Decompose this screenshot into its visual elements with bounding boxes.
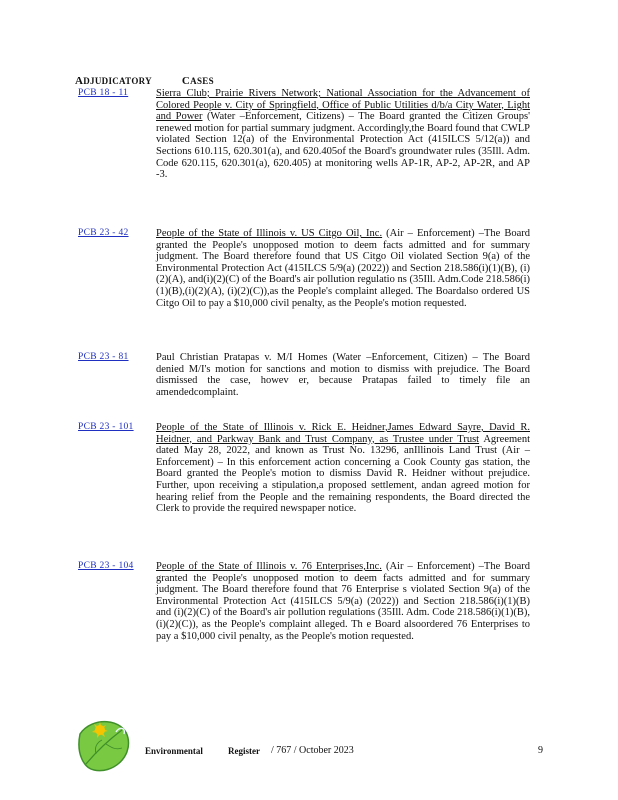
- case-body: Agreement dated May 28, 2022, and known as Trust No. 13296, anIllinois Land Trust (Air –Enforcement) – In this enforcement action concerning a Cook County gas station, the Board granted the People's motion to dismiss David R. Heidner without prejudice. Further, upon receiving a stipulation,a proposed settlement, andan agreed motion for hearing relief from the People and the remaining respondents, the Board directed the Clerk to provide the required newspaper notice.: [156, 433, 530, 515]
- page-footer: [0, 742, 618, 764]
- case-number-link[interactable]: PCB 23 - 42: [78, 228, 129, 238]
- case-body: (Water –Enforcement, Citizens) – The Board granted the Citizen Groups' renewed motion for partial summary judgment. Accordingly,the Board found that CWLP violated Section 12(a) of the Environmental Protection Act (415ILCS 5/12(a)) and Sections 610.115, 620.301(a), and 620.405of the Board's groundwater rules (35Ill. Adm. Code 620.115, 620.301(a), 620.405) at monitoring wells AP-1R, AP-2, AP-2R, and AP -3.: [156, 111, 530, 181]
- case-number-link[interactable]: PCB 23 - 101: [78, 422, 134, 432]
- case-number-link[interactable]: PCB 23 - 81: [78, 352, 129, 362]
- section-heading: [75, 75, 214, 87]
- case-body: (Air – Enforcement) –The Board granted the People's unopposed motion to deem facts admitted and for summary judgment. The Board therefore found that 76 Enterprise s violated Section 9(a) of the Environmental Protection Act (415ILCS 5/9(a) (2022)) and Section 218.586(i)(1)(B) and (i)(2)(C) of the Board's air pollution regulations (35Ill. Adm. Code 218.586(i)(1)(B),(i)(2)(C)), as the People's complaint alleged. Th e Board alsoordered 76 Enterprises to pay a $10,000 civil penalty, as the People's motion requested.: [156, 561, 530, 642]
- case-text: [156, 352, 530, 398]
- heading-initial-2: C: [181, 75, 191, 87]
- case-number-link[interactable]: PCB 18 - 11: [78, 88, 129, 98]
- leaf-logo-icon: [72, 714, 134, 776]
- case-text: [156, 561, 530, 642]
- publication-name: Environmental: [145, 746, 203, 756]
- heading-word-1: DJUDICATORY: [83, 76, 152, 86]
- case-title: People of the State of Illinois v. Rick E. Heidner,James Edward Sayre, David R. Heidner, and Parkway Bank and Trust Company, as Trustee under Trust: [156, 422, 530, 445]
- heading-initial-1: A: [75, 75, 84, 87]
- case-body: (Air – Enforcement) –The Board granted the People's unopposed motion to deem facts admitted and for summary judgment. The Board therefore found that US Citgo Oil violated Section 9(a) of the Environmental Protection Act (415ILCS 5/9(a) (2022)) and Section 218.586(i)(1)(B), (i)(2)(A), and(i)(2)(C) of the Board's air pollution regulatio ns (35Ill. Adm.Code 218.586(i)(1)(B),(i)(2)(A), (i)(2)(C)),as the People's complaint alleged. The Boardalso ordered US Citgo Oil to pay a $10,000 civil penalty, as the People's motion requested.: [156, 228, 530, 309]
- register-label: Register: [228, 746, 260, 756]
- case-title: People of the State of Illinois v. US Citgo Oil, Inc.: [156, 228, 383, 239]
- issue-info: / 767 / October 2023: [271, 745, 354, 756]
- case-text: [156, 228, 530, 309]
- case-title: People of the State of Illinois v. 76 Enterprises,Inc.: [156, 561, 382, 572]
- heading-word-2: ASES: [190, 76, 214, 86]
- case-title: Sierra Club; Prairie Rivers Network; National Association for the Advancement of Colored People v. City of Springfield, Office of Public Utilities d/b/a City Water, Light and Power: [156, 88, 530, 123]
- case-entry: [78, 352, 530, 398]
- case-entry: [78, 561, 530, 642]
- case-text: [156, 422, 530, 515]
- page-number: 9: [538, 745, 543, 756]
- case-entry: [78, 422, 530, 515]
- case-number-link[interactable]: PCB 23 - 104: [78, 561, 134, 571]
- case-body: Paul Christian Pratapas v. M/I Homes (Water –Enforcement, Citizen) – The Board denied M/I's motion for sanctions and motion to dismiss with prejudice. The Board dismissed the case, howev er, because Pratapas failed to timely file an amendedcomplaint.: [156, 352, 530, 398]
- case-entry: [78, 88, 530, 181]
- case-entry: [78, 228, 530, 309]
- case-text: [156, 88, 530, 181]
